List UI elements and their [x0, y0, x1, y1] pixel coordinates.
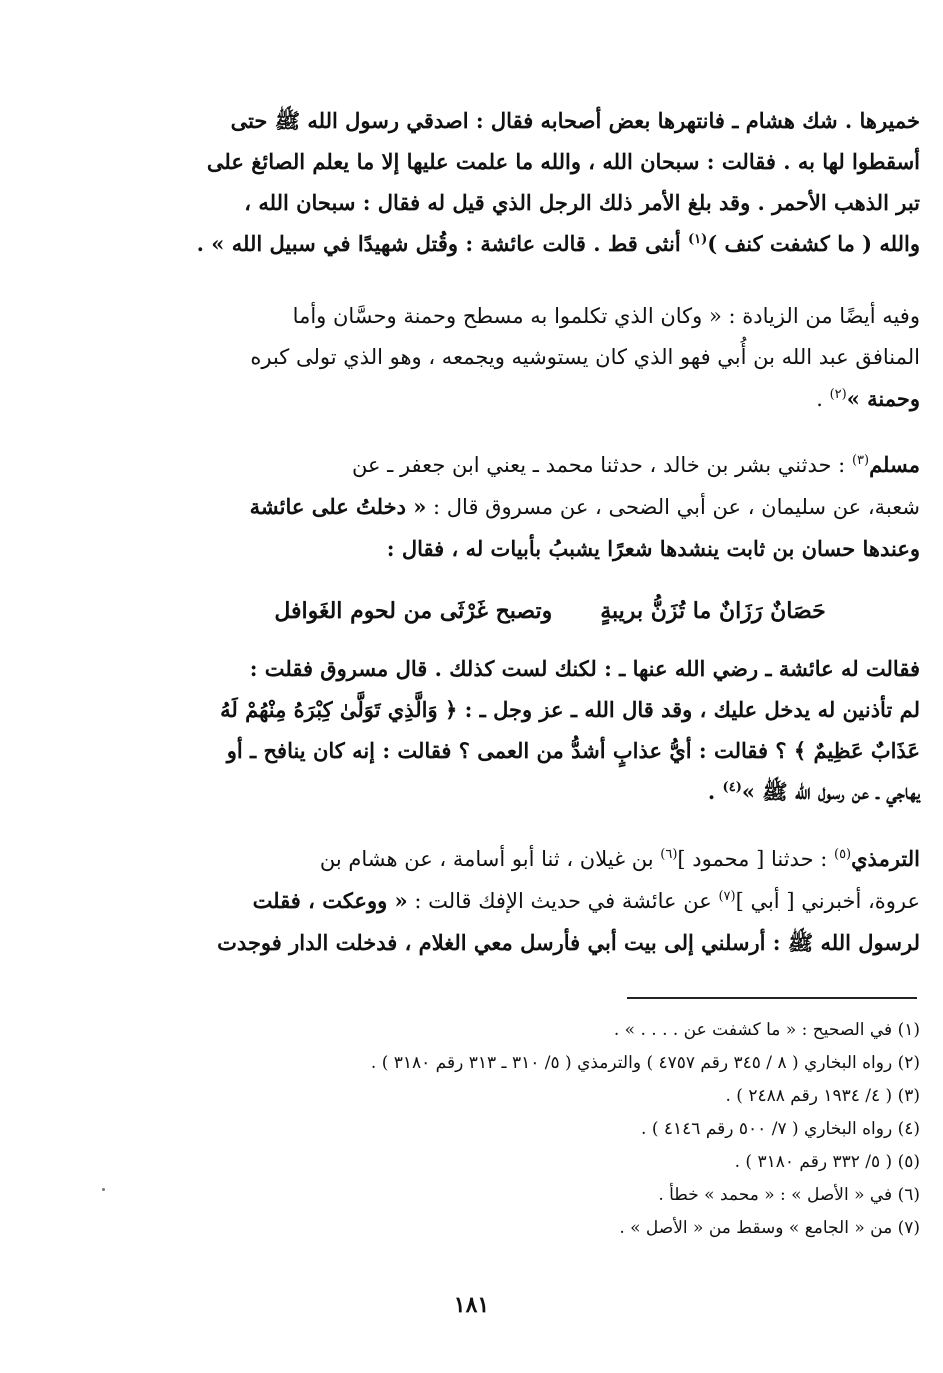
footnote-ref-4: (٤) — [722, 780, 742, 795]
text-run: شعبة، عن سليمان ، عن أبي الضحى ، عن مسروق قال : — [426, 495, 920, 519]
paragraph-muslim-narration — [180, 444, 920, 569]
text-line: أسقطوا لها به . فقالت : سبحان الله ، والله ما علمت عليها إلا ما يعلم الصائغ على — [206, 149, 920, 174]
text-run: : حدثني بشر بن خالد ، حدثنا محمد ـ يعني ابن جعفر ـ عن — [351, 453, 852, 477]
verse-hemistich-first: حَصَانٌ رَزَانٌ ما تُزَنُّ بريبةٍ — [600, 598, 826, 624]
text-run: يهاجي ـ عن رسول الله ﷺ » — [741, 779, 920, 804]
text-run: بن غيلان ، ثنا أبو أسامة ، عن هشام بن — [319, 847, 661, 871]
poetry-verse — [180, 592, 920, 630]
paragraph-hisham-narration — [180, 100, 920, 264]
text-run: « دخلتُ على عائشة — [249, 494, 427, 519]
text-line: المنافق عبد الله بن أُبي فهو الذي كان يستوشيه ويجمعه ، وهو الذي تولى كبره — [250, 345, 920, 369]
text-line — [180, 444, 920, 486]
verse-hemistich-second: وتصبح غَرْثَى من لحوم الغَوافل — [274, 598, 553, 624]
text-run: : حدثنا [ محمود ] — [677, 847, 834, 871]
text-run: والله ( ما كشفت كنف ) — [707, 231, 920, 256]
text-line: تبر الذهب الأحمر . وقد بلغ الأمر ذلك الرجل الذي قيل له فقال : سبحان الله ، — [244, 190, 920, 215]
text-line — [180, 378, 920, 420]
page-number: ١٨١ — [453, 1292, 490, 1318]
text-run: أنثى قط . قالت عائشة : وقُتل شهيدًا في سبيل الله » . — [196, 231, 688, 256]
text-line: خميرها . شك هشام ـ فانتهرها بعض أصحابه فقال : اصدقي رسول الله ﷺ حتى — [230, 108, 920, 133]
footnote-ref-3: (٣) — [851, 453, 870, 468]
footnote-item: (٦) في « الأصل » : « محمد » خطأ . — [658, 1185, 920, 1205]
source-name: مسلم — [869, 452, 920, 477]
footnote-ref-7: (٧) — [718, 889, 736, 904]
footnote-item: (٤) رواه البخاري ( ٧/ ٥٠٠ رقم ٤١٤٦ ) . — [641, 1119, 920, 1139]
source-name: الترمذي — [851, 846, 920, 871]
text-run: « ووعكت ، فقلت — [252, 888, 408, 913]
footnote-item: (٣) ( ٤/ ١٩٣٤ رقم ٢٤٨٨ ) . — [725, 1086, 920, 1106]
footnote-ref-6: (٦) — [660, 847, 678, 862]
text-line: وعندها حسان بن ثابت ينشدها شعرًا يشببُ بأبيات له ، فقال : — [386, 536, 920, 561]
text-run: عروة، أخبرني [ أبي ] — [735, 889, 920, 913]
text-line: لرسول الله ﷺ : أرسلني إلى بيت أبي فأرسل معي الغلام ، فدخلت الدار فوجدت — [217, 930, 920, 955]
text-line: عَذَابٌ عَظِيمٌ ﴾ ؟ فقالت : أيُّ عذابٍ أشدُّ من العمى ؟ فقالت : إنه كان ينافح ـ أو — [226, 738, 920, 763]
text-line — [180, 838, 920, 880]
footnote-item: (٧) من « الجامع » وسقط من « الأصل » . — [619, 1218, 920, 1238]
text-line: فقالت له عائشة ـ رضي الله عنها ـ : لكنك لست كذلك . قال مسروق فقلت : — [249, 656, 920, 681]
text-line — [180, 486, 920, 528]
footnote-ref-5: (٥) — [833, 847, 852, 862]
text-line — [180, 223, 920, 264]
paragraph-addition — [180, 296, 920, 420]
paragraph-tirmidhi-narration — [180, 838, 920, 963]
text-run: . — [707, 779, 723, 804]
text-run: عن عائشة في حديث الإفك قالت : — [407, 889, 719, 913]
text-line — [180, 880, 920, 922]
footnote-item: (١) في الصحيح : « ما كشفت عن . . . . » . — [613, 1020, 920, 1040]
text-run: . — [816, 387, 830, 411]
footnote-item: (٥) ( ٥/ ٣٣٢ رقم ٣١٨٠ ) . — [734, 1152, 920, 1172]
scan-speck — [102, 1188, 105, 1191]
text-line: لم تأذنين له يدخل عليك ، وقد قال الله ـ عز وجل ـ : ﴿ وَالَّذِي تَوَلَّىٰ كِبْرَهُ مِنْهُمْ لَهُ — [220, 697, 920, 722]
text-run: وحمنة » — [846, 386, 920, 411]
footnote-item: (٢) رواه البخاري ( ٨ / ٣٤٥ رقم ٤٧٥٧ ) والترمذي ( ٥/ ٣١٠ ـ ٣١٣ رقم ٣١٨٠ ) . — [370, 1053, 920, 1073]
footnote-ref-1: (١) — [687, 232, 708, 247]
paragraph-aisha-reply — [180, 648, 920, 812]
footnote-separator — [627, 997, 917, 999]
text-line — [180, 771, 920, 812]
footnote-ref-2: (٢) — [829, 387, 847, 402]
text-line: وفيه أيضًا من الزيادة : « وكان الذي تكلموا به مسطح وحمنة وحسَّان وأما — [292, 304, 920, 328]
footnotes-section — [180, 1014, 920, 1245]
